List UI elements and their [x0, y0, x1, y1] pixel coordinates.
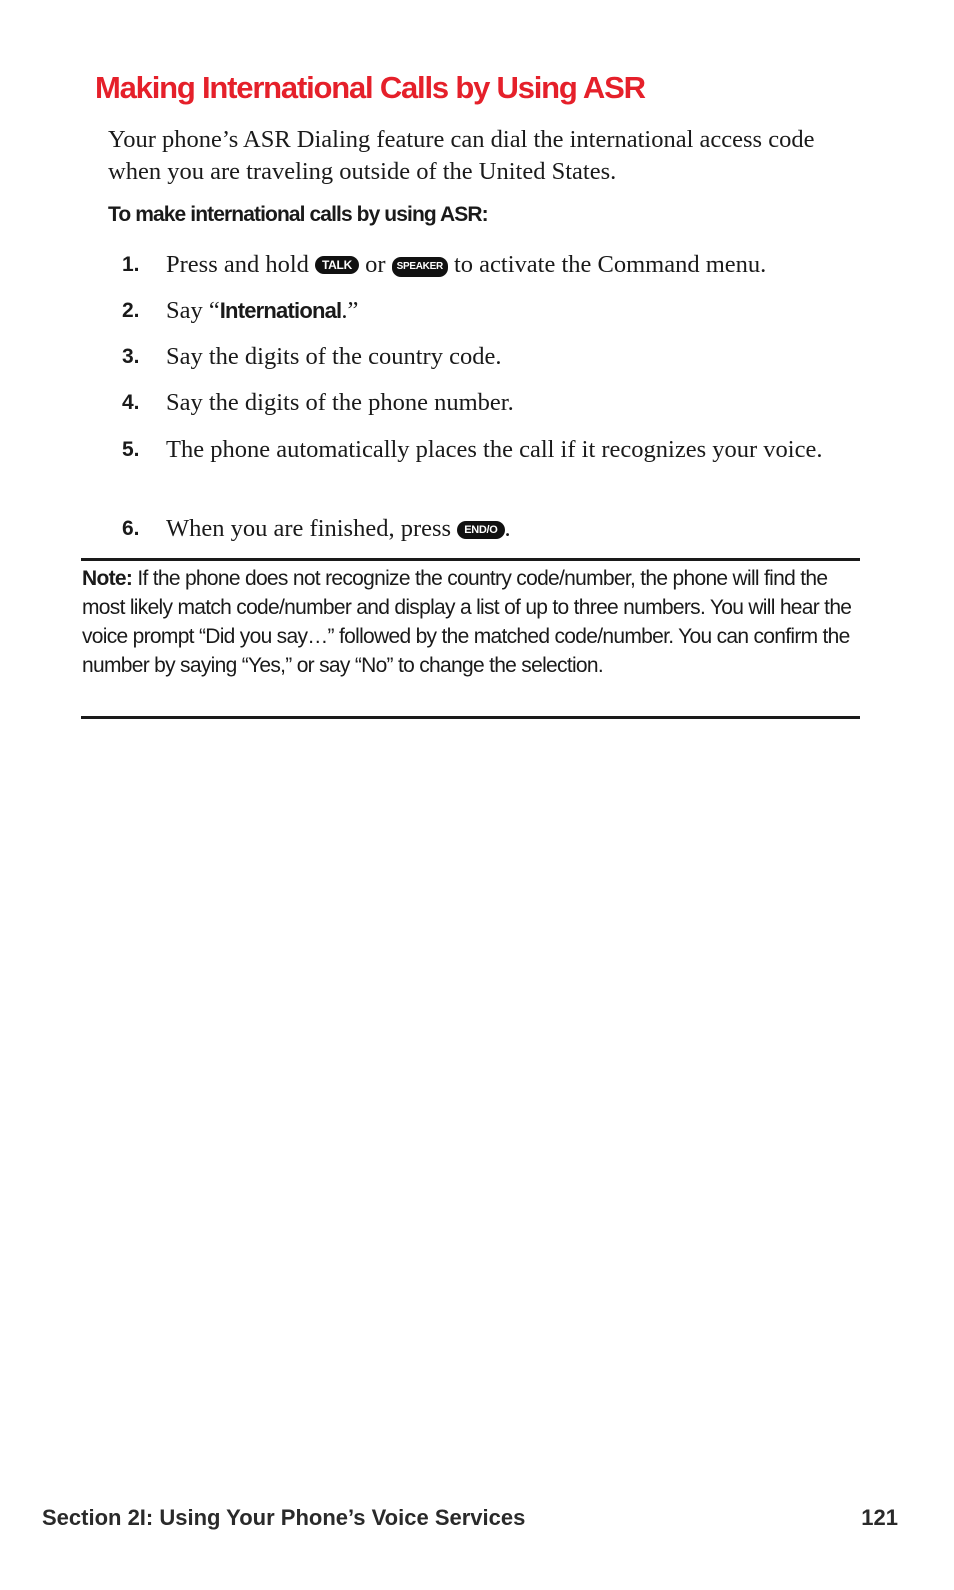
footer-section-title: Section 2I: Using Your Phone’s Voice Services [42, 1505, 526, 1530]
spoken-command: International [219, 298, 342, 323]
step-number: 2. [122, 299, 140, 322]
step-text: When you are finished, press END/O . [166, 515, 511, 542]
speaker-key-icon: SPEAKER [392, 257, 448, 277]
procedure-subheading: To make international calls by using ASR: [108, 203, 488, 226]
step-text: The phone automatically places the call if it recognizes your voice. [166, 436, 823, 463]
step-number: 4. [122, 391, 140, 414]
note-top-rule [81, 558, 860, 561]
page-number: 121 [861, 1505, 898, 1530]
note-label: Note: [82, 567, 133, 590]
page-heading: Making International Calls by Using ASR [95, 70, 645, 105]
end-key-icon: END/O [457, 521, 504, 539]
step-text: Say the digits of the country code. [166, 343, 502, 370]
step-text: Say “International.” [166, 297, 359, 324]
note-bottom-rule [81, 716, 860, 719]
step-text: Press and hold TALK or SPEAKER to activate the Command menu. [166, 251, 767, 278]
step-number: 5. [122, 438, 140, 461]
step-number: 1. [122, 253, 140, 276]
step-text: Say the digits of the phone number. [166, 389, 514, 416]
note-text: If the phone does not recognize the country code/number, the phone will find the most likely match code/number and display a list of up to three numbers. You will hear the voice prompt “Did you say…” followed by the matched code/number. You can confirm the number by saying “Yes,” or say “No” to change the selection. [82, 567, 852, 677]
step-number: 6. [122, 517, 140, 540]
talk-key-icon: TALK [315, 256, 359, 274]
intro-paragraph: Your phone’s ASR Dialing feature can dial the international access code when you are traveling outside of the United States. [108, 126, 815, 185]
step-number: 3. [122, 345, 140, 368]
note-box [82, 564, 860, 680]
